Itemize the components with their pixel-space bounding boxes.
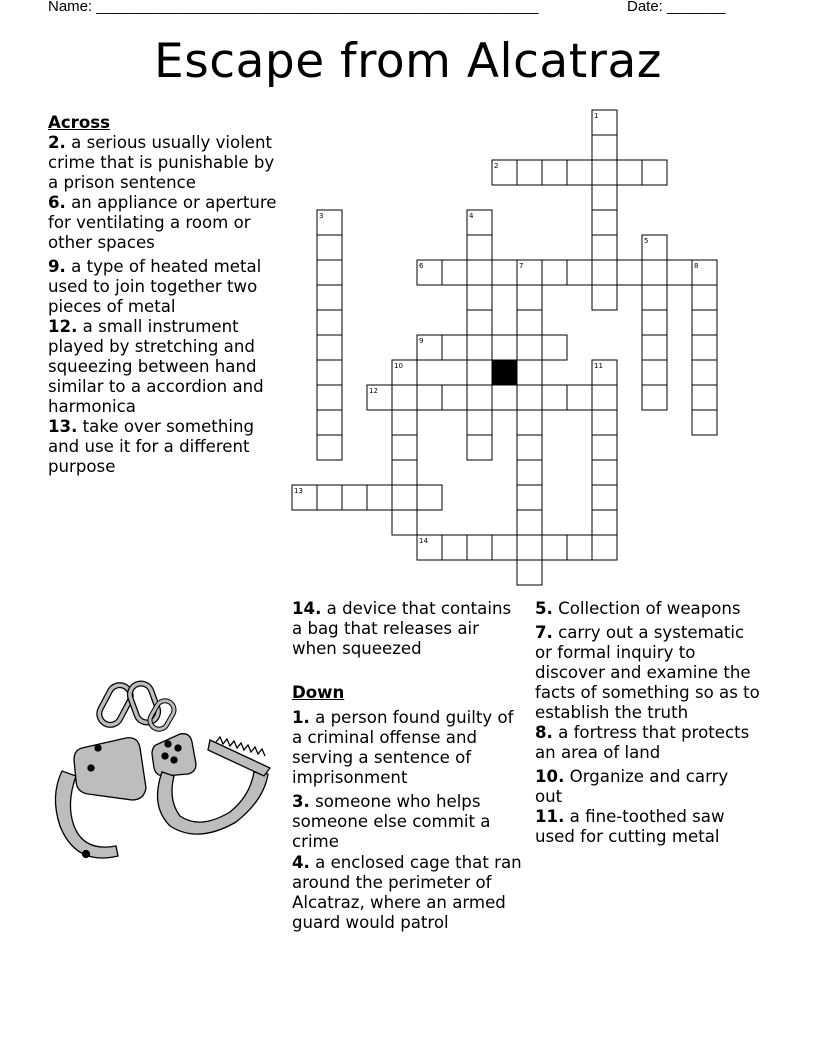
- clue-text: a fortress that protects an area of land: [535, 723, 750, 762]
- clue-number: 3.: [292, 792, 310, 811]
- grid-cell[interactable]: [592, 460, 617, 485]
- across-clues-continued: [292, 599, 524, 659]
- grid-cell[interactable]: [392, 385, 417, 410]
- clue-number: 8.: [535, 723, 553, 742]
- grid-cell[interactable]: [692, 385, 717, 410]
- grid-cell[interactable]: [517, 535, 542, 560]
- grid-cell[interactable]: [467, 360, 492, 385]
- clue-text: a fine-toothed saw used for cutting metal: [535, 807, 725, 846]
- name-field-label: Name: _____________________________________________________: [48, 0, 539, 15]
- across-clue: [48, 257, 288, 317]
- grid-clue-number: 11: [594, 362, 603, 370]
- clue-number: 11.: [535, 807, 565, 826]
- grid-cell[interactable]: [317, 310, 342, 335]
- clue-text: a type of heated metal used to join together two pieces of metal: [48, 257, 262, 316]
- grid-cell[interactable]: [442, 385, 467, 410]
- grid-cell[interactable]: [317, 385, 342, 410]
- grid-cell[interactable]: [692, 360, 717, 385]
- grid-cell[interactable]: [542, 260, 567, 285]
- grid-cell[interactable]: [442, 335, 467, 360]
- grid-cell[interactable]: [642, 335, 667, 360]
- grid-clue-number: 10: [394, 362, 403, 370]
- down-heading: Down: [292, 683, 345, 702]
- across-heading: Across: [48, 113, 111, 132]
- grid-cell[interactable]: [592, 435, 617, 460]
- page-title: Escape from Alcatraz: [154, 34, 662, 89]
- grid-cell[interactable]: [392, 435, 417, 460]
- grid-cell[interactable]: [517, 160, 542, 185]
- clue-text: carry out a systematic or formal inquiry to discover and examine the facts of something so as to establish the truth: [535, 623, 760, 722]
- grid-cell[interactable]: [492, 535, 517, 560]
- grid-cell[interactable]: [592, 160, 617, 185]
- clue-number: 4.: [292, 853, 310, 872]
- grid-cell[interactable]: [467, 235, 492, 260]
- grid-cell[interactable]: [392, 410, 417, 435]
- grid-cell[interactable]: [517, 460, 542, 485]
- grid-cell[interactable]: [417, 385, 442, 410]
- grid-cell[interactable]: [517, 310, 542, 335]
- clue-text: an appliance or aperture for ventilating a room or other spaces: [48, 193, 277, 252]
- clue-text: someone who helps someone else commit a crime: [292, 792, 491, 851]
- clue-text: Organize and carry out: [535, 767, 729, 806]
- grid-cell[interactable]: [442, 535, 467, 560]
- grid-cell[interactable]: [467, 260, 492, 285]
- grid-cell[interactable]: [467, 385, 492, 410]
- grid-cell[interactable]: [517, 435, 542, 460]
- grid-cell[interactable]: [642, 360, 667, 385]
- grid-cell[interactable]: [692, 310, 717, 335]
- grid-cell[interactable]: [317, 335, 342, 360]
- grid-clue-number: 2: [494, 162, 499, 170]
- grid-clue-number: 12: [369, 387, 378, 395]
- grid-cell[interactable]: [317, 410, 342, 435]
- grid-clue-number: 3: [319, 212, 324, 220]
- grid-cell[interactable]: [692, 335, 717, 360]
- across-clue: [48, 317, 288, 417]
- grid-cell[interactable]: [592, 410, 617, 435]
- grid-cell[interactable]: [517, 510, 542, 535]
- grid-cell[interactable]: [467, 335, 492, 360]
- clue-number: 12.: [48, 317, 78, 336]
- down-clue: [535, 623, 760, 723]
- clue-number: 1.: [292, 708, 310, 727]
- clue-text: a enclosed cage that ran around the perimeter of Alcatraz, where an armed guard would patrol: [292, 853, 522, 932]
- grid-cell[interactable]: [492, 260, 517, 285]
- grid-cell[interactable]: [467, 310, 492, 335]
- grid-clue-number: 4: [469, 212, 474, 220]
- grid-cell[interactable]: [467, 285, 492, 310]
- grid-cell[interactable]: [467, 535, 492, 560]
- grid-cell[interactable]: [517, 385, 542, 410]
- grid-cell[interactable]: [542, 535, 567, 560]
- grid-clue-number: 14: [419, 537, 428, 545]
- down-clue: [292, 708, 528, 788]
- clue-text: take over something and use it for a different purpose: [48, 417, 254, 476]
- grid-cell[interactable]: [542, 160, 567, 185]
- grid-clue-number: 13: [294, 487, 303, 495]
- grid-cell-shaded: [492, 360, 517, 385]
- grid-cell[interactable]: [592, 485, 617, 510]
- grid-cell[interactable]: [342, 485, 367, 510]
- across-clue: [48, 417, 288, 477]
- down-clue: [535, 723, 760, 763]
- down-clue: [292, 853, 528, 933]
- clue-text: a serious usually violent crime that is punishable by a prison sentence: [48, 133, 275, 192]
- grid-cell[interactable]: [592, 510, 617, 535]
- grid-cell[interactable]: [642, 310, 667, 335]
- grid-cell[interactable]: [617, 260, 642, 285]
- grid-clue-number: 6: [419, 262, 424, 270]
- grid-cell[interactable]: [592, 260, 617, 285]
- grid-cell[interactable]: [392, 460, 417, 485]
- grid-cell[interactable]: [517, 285, 542, 310]
- grid-cell[interactable]: [467, 410, 492, 435]
- grid-cell[interactable]: [642, 285, 667, 310]
- down-clue: [535, 599, 760, 619]
- clue-text: a person found guilty of a criminal offense and serving a sentence of imprisonment: [292, 708, 514, 787]
- grid-cell[interactable]: [542, 335, 567, 360]
- clue-number: 7.: [535, 623, 553, 642]
- grid-cell[interactable]: [592, 210, 617, 235]
- grid-cell[interactable]: [492, 335, 517, 360]
- grid-cell[interactable]: [317, 235, 342, 260]
- grid-clue-number: 9: [419, 337, 424, 345]
- grid-cell[interactable]: [317, 435, 342, 460]
- grid-cell[interactable]: [317, 360, 342, 385]
- grid-cell[interactable]: [417, 485, 442, 510]
- grid-cell[interactable]: [392, 485, 417, 510]
- clue-number: 10.: [535, 767, 565, 786]
- clue-number: 2.: [48, 133, 66, 152]
- down-clue: [292, 792, 528, 852]
- grid-cell[interactable]: [692, 285, 717, 310]
- down-clues-continued: [535, 599, 760, 847]
- clue-number: 5.: [535, 599, 553, 618]
- clue-number: 13.: [48, 417, 78, 436]
- across-clue: [292, 599, 524, 659]
- grid-cell[interactable]: [517, 485, 542, 510]
- grid-cell[interactable]: [367, 485, 392, 510]
- clue-number: 14.: [292, 599, 322, 618]
- grid-cell[interactable]: [567, 260, 592, 285]
- across-clue: [48, 193, 288, 253]
- grid-cell[interactable]: [667, 260, 692, 285]
- across-clues: [48, 113, 288, 477]
- grid-cell[interactable]: [567, 160, 592, 185]
- grid-cell[interactable]: [517, 410, 542, 435]
- grid-cell[interactable]: [492, 385, 517, 410]
- grid-cell[interactable]: [517, 360, 542, 385]
- grid-cell[interactable]: [317, 485, 342, 510]
- grid-cell[interactable]: [642, 160, 667, 185]
- clue-number: 6.: [48, 193, 66, 212]
- grid-cell[interactable]: [467, 435, 492, 460]
- across-clue: [48, 133, 288, 193]
- grid-cell[interactable]: [542, 385, 567, 410]
- grid-cell[interactable]: [692, 410, 717, 435]
- grid-cell[interactable]: [592, 185, 617, 210]
- grid-cell[interactable]: [442, 260, 467, 285]
- grid-cell[interactable]: [392, 510, 417, 535]
- grid-cell[interactable]: [592, 235, 617, 260]
- grid-clue-number: 8: [694, 262, 699, 270]
- grid-cell[interactable]: [592, 535, 617, 560]
- grid-cell[interactable]: [517, 335, 542, 360]
- grid-cell[interactable]: [617, 160, 642, 185]
- date-field-label: Date: _______: [627, 0, 726, 15]
- clue-text: a small instrument played by stretching and squeezing between hand similar to a accordion and harmonica: [48, 317, 264, 416]
- down-clue: [535, 767, 760, 807]
- grid-cell[interactable]: [642, 260, 667, 285]
- handcuffs-illustration: [40, 676, 290, 876]
- grid-cell[interactable]: [592, 135, 617, 160]
- clue-number: 9.: [48, 257, 66, 276]
- grid-clue-number: 5: [644, 237, 649, 245]
- grid-cell[interactable]: [642, 385, 667, 410]
- grid-cell[interactable]: [317, 285, 342, 310]
- down-clues: [292, 683, 528, 933]
- grid-cell[interactable]: [592, 285, 617, 310]
- grid-cell[interactable]: [317, 260, 342, 285]
- grid-clue-number: 1: [594, 112, 599, 120]
- clue-text: Collection of weapons: [552, 599, 741, 618]
- grid-clue-number: 7: [519, 262, 524, 270]
- grid-cell[interactable]: [517, 560, 542, 585]
- grid-cell[interactable]: [567, 535, 592, 560]
- down-clue: [535, 807, 760, 847]
- clue-text: a device that contains a bag that releases air when squeezed: [292, 599, 512, 658]
- grid-cell[interactable]: [567, 385, 592, 410]
- grid-cell[interactable]: [592, 385, 617, 410]
